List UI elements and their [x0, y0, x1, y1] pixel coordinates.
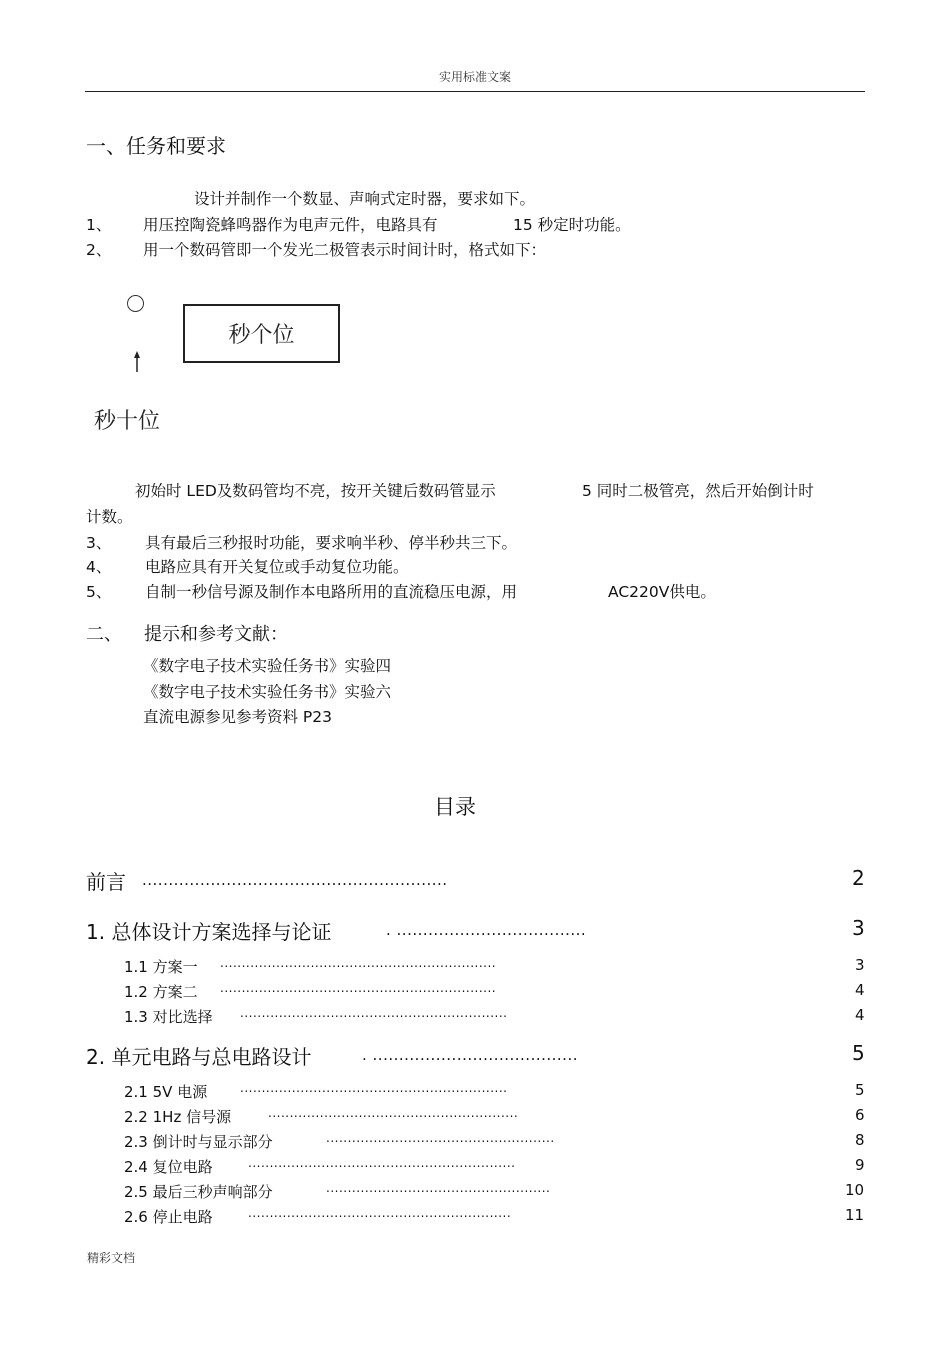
- toc-ch2-label: 2. 单元电路与总电路设计: [86, 1045, 312, 1069]
- toc-item-dots: ..............................................................: [240, 1006, 508, 1020]
- item1-text: 用压控陶瓷蜂鸣器作为电声元件，电路具有: [143, 216, 438, 234]
- item1-value: 15 秒定时功能。: [513, 216, 631, 234]
- toc-item-page: 3: [855, 956, 865, 974]
- toc-item-dots: .....................................................: [326, 1131, 555, 1145]
- toc-item-label: 1.1 方案一: [124, 958, 198, 976]
- toc-item-page: 10: [845, 1181, 865, 1199]
- toc-preface-dots: ..........................................................: [142, 871, 448, 889]
- toc-item-dots: ..............................................................: [240, 1081, 508, 1095]
- item4-number: 4、: [86, 558, 112, 576]
- item2-number: 2、: [86, 241, 112, 259]
- toc-item-page: 8: [855, 1131, 865, 1149]
- item3-text: 具有最后三秒报时功能，要求响半秒、停半秒共三下。: [145, 534, 518, 552]
- toc-item-label: 2.1 5V 电源: [124, 1083, 208, 1101]
- toc-item-dots: ................................................................: [220, 956, 497, 970]
- toc-item-dots: .............................................................: [248, 1206, 512, 1220]
- toc-item-page: 5: [855, 1081, 865, 1099]
- item5-number: 5、: [86, 583, 112, 601]
- seconds-ones-box: [183, 304, 340, 363]
- item4-text: 电路应具有开关复位或手动复位功能。: [145, 558, 409, 576]
- seconds-ones-label: 秒个位: [228, 323, 295, 348]
- toc-item-page: 11: [845, 1206, 865, 1224]
- toc-item-label: 2.6 停止电路: [124, 1208, 213, 1226]
- reference-item: 《数字电子技术实验任务书》实验四: [143, 657, 392, 675]
- toc-preface-label: 前言: [86, 870, 126, 894]
- toc-ch2-page: 5: [852, 1041, 865, 1065]
- toc-item-dots: ..........................................................: [268, 1106, 519, 1120]
- toc-item-label: 1.2 方案二: [124, 983, 198, 1001]
- section2-heading: 提示和参考文献：: [144, 624, 288, 645]
- page-footer: 精彩文档: [87, 1251, 136, 1265]
- item5-tail: AC220V供电。: [608, 583, 716, 601]
- reference-item: 直流电源参见参考资料 P23: [143, 708, 332, 726]
- item3-number: 3、: [86, 534, 112, 552]
- para-initial-b: 5 同时二极管亮，然后开始倒计时: [582, 482, 814, 500]
- item5-text: 自制一秒信号源及制作本电路所用的直流稳压电源，用: [145, 583, 518, 601]
- toc-item-label: 2.3 倒计时与显示部分: [124, 1133, 273, 1151]
- toc-ch2-dots: . .......................................: [362, 1046, 578, 1064]
- toc-item-page: 4: [855, 981, 865, 999]
- section1-heading: 一、任务和要求: [86, 134, 226, 158]
- toc-title: 目录: [434, 795, 476, 819]
- toc-item-dots: ....................................................: [326, 1181, 551, 1195]
- toc-ch1-label: 1. 总体设计方案选择与论证: [86, 920, 332, 944]
- seconds-tens-label: 秒十位: [94, 409, 161, 434]
- toc-preface-page: 2: [852, 866, 865, 890]
- header-rule: [85, 91, 865, 92]
- toc-ch1-page: 3: [852, 916, 865, 940]
- reference-item: 《数字电子技术实验任务书》实验六: [143, 683, 392, 701]
- toc-item-dots: ................................................................: [220, 981, 497, 995]
- section1-intro: 设计并制作一个数显、声响式定时器，要求如下。: [194, 190, 536, 208]
- section2-heading-number: 二、: [86, 624, 122, 645]
- toc-item-label: 2.2 1Hz 信号源: [124, 1108, 232, 1126]
- toc-item-page: 6: [855, 1106, 865, 1124]
- item2-text: 用一个数码管即一个发光二极管表示时间计时，格式如下：: [143, 241, 547, 259]
- para-initial-c: 计数。: [86, 508, 133, 526]
- page-header: 实用标准文案: [438, 70, 511, 84]
- item1-number: 1、: [86, 216, 112, 234]
- toc-ch1-dots: . ....................................: [386, 921, 587, 939]
- toc-item-label: 1.3 对比选择: [124, 1008, 213, 1026]
- toc-item-label: 2.5 最后三秒声响部分: [124, 1183, 273, 1201]
- led-circle-icon: [127, 295, 144, 312]
- toc-item-dots: ..............................................................: [248, 1156, 516, 1170]
- toc-item-page: 4: [855, 1006, 865, 1024]
- toc-item-label: 2.4 复位电路: [124, 1158, 213, 1176]
- para-initial-a: 初始时 LED及数码管均不亮，按开关键后数码管显示: [135, 482, 496, 500]
- arrow-up-icon: [129, 350, 145, 374]
- toc-item-page: 9: [855, 1156, 865, 1174]
